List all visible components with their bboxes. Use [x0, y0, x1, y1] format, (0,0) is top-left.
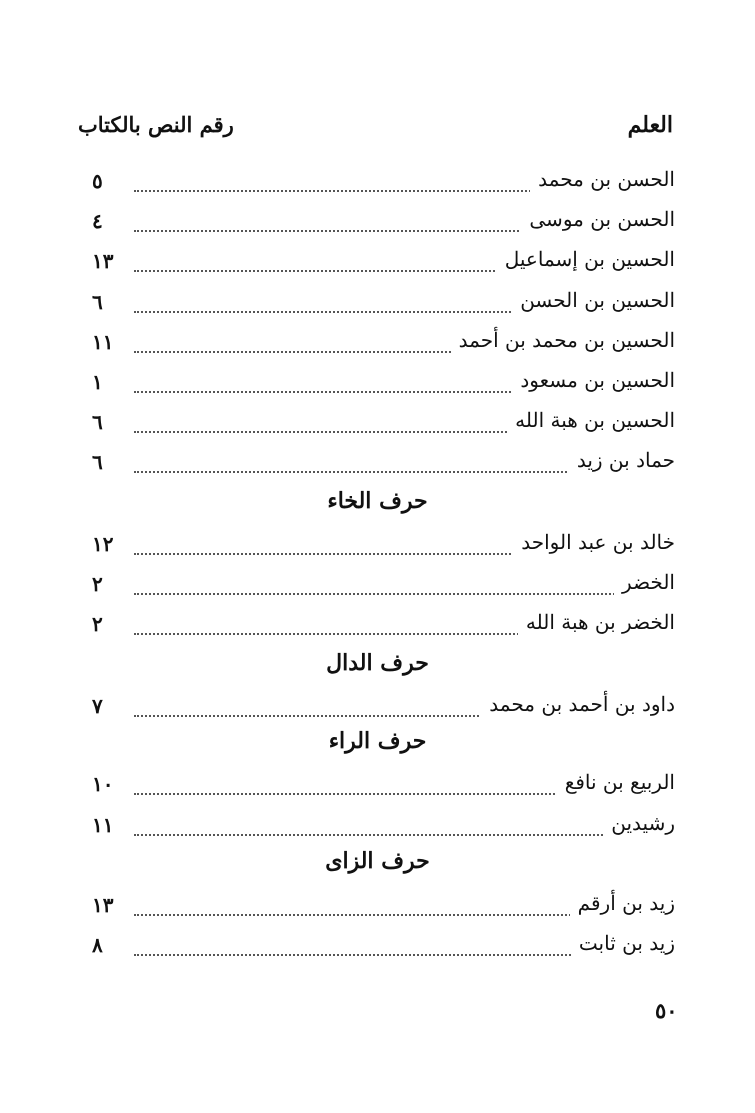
entry-name: الحسين بن مسعود [512, 363, 675, 397]
index-entry [92, 926, 675, 962]
entry-name: زيد بن ثابت [571, 926, 675, 960]
index-entry [92, 242, 675, 278]
entry-reference: ١ [92, 370, 103, 394]
entry-reference: ٧ [92, 694, 103, 718]
entry-name: الخضر [614, 565, 675, 599]
entry-reference: ٦ [92, 410, 103, 434]
entry-reference: ٨ [92, 933, 103, 957]
entry-reference: ١٣ [92, 249, 114, 273]
entry-name: رشيدين [603, 806, 675, 840]
entry-reference: ١٢ [92, 532, 114, 556]
section-heading: حرف الخاء [327, 488, 428, 514]
index-entry [92, 363, 675, 399]
name-column-heading: العلم [627, 112, 673, 138]
entry-name: حماد بن زيد [569, 443, 675, 477]
index-entry [92, 886, 675, 922]
index-entry [92, 565, 675, 601]
section-heading: حرف الزاى [325, 848, 430, 874]
index-entry [92, 443, 675, 479]
entry-name: خالد بن عبد الواحد [513, 525, 675, 559]
entry-reference: ٢ [92, 572, 103, 596]
dot-leader [134, 834, 675, 836]
entry-reference: ١١ [92, 330, 114, 354]
entry-name: داود بن أحمد بن محمد [481, 687, 675, 721]
entry-reference: ٦ [92, 290, 103, 314]
section-heading: حرف الدال [326, 650, 429, 676]
entry-name: زيد بن أرقم [570, 886, 675, 920]
entry-reference: ١١ [92, 813, 114, 837]
entry-name: الربيع بن نافع [557, 765, 675, 799]
entry-reference: ١٣ [92, 893, 114, 917]
index-entry [92, 202, 675, 238]
section-heading: حرف الراء [328, 728, 427, 754]
index-entry [92, 525, 675, 561]
index-entry [92, 765, 675, 801]
index-entry [92, 605, 675, 641]
entry-reference: ١٠ [92, 772, 114, 796]
entry-reference: ٦ [92, 450, 103, 474]
entry-name: الحسن بن محمد [530, 162, 675, 196]
entry-name: الحسين بن الحسن [512, 283, 675, 317]
index-entry [92, 162, 675, 198]
reference-column-heading: رقم النص بالكتاب [78, 112, 234, 137]
index-entry [92, 403, 675, 439]
entry-name: الحسين بن محمد بن أحمد [451, 323, 675, 357]
page-number: ٥٠ [655, 998, 678, 1023]
entry-name: الحسين بن هبة الله [507, 403, 675, 437]
index-entry [92, 687, 675, 723]
entry-reference: ٥ [92, 169, 103, 193]
entry-name: الخضر بن هبة الله [518, 605, 675, 639]
entry-reference: ٢ [92, 612, 103, 636]
index-entry [92, 283, 675, 319]
index-header [78, 112, 673, 152]
index-entry [92, 323, 675, 359]
entry-name: الحسين بن إسماعيل [497, 242, 675, 276]
dot-leader [134, 593, 675, 595]
entry-reference: ٤ [92, 209, 103, 233]
index-entry [92, 806, 675, 842]
entry-name: الحسن بن موسى [521, 202, 675, 236]
